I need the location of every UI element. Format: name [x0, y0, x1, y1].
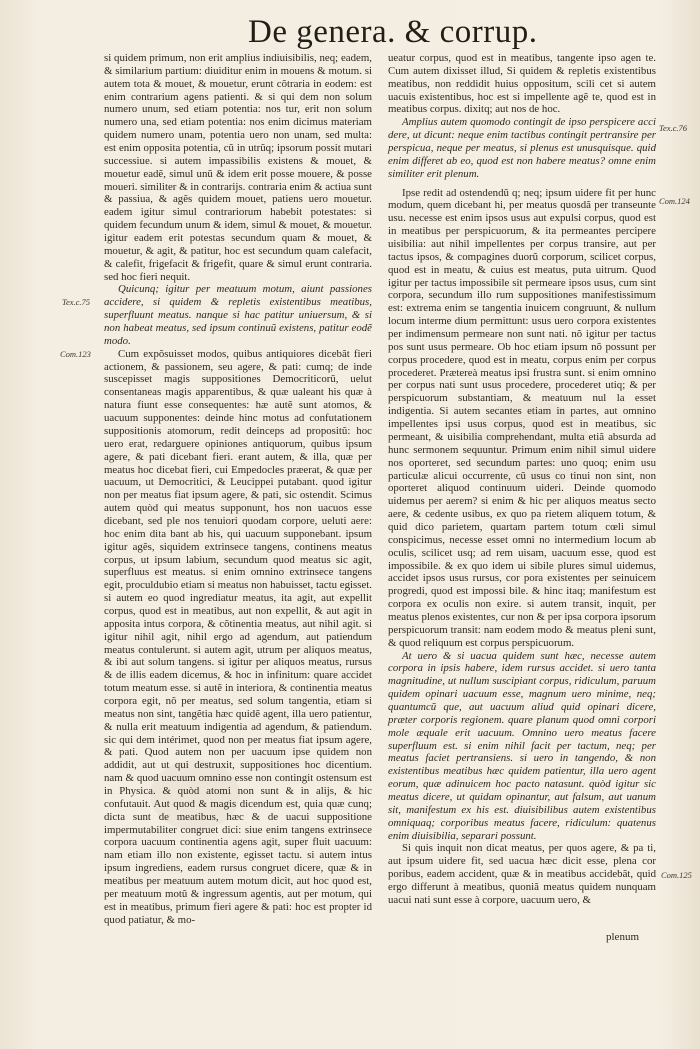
right-text-column: [388, 52, 656, 907]
margin-note-tex76: Tex.c.76: [659, 123, 688, 133]
margin-note-tex75: Tex.c.75: [62, 297, 91, 307]
commentary-paragraph: Ipse redit ad ostendendũ q; neq; ipsum uidere fit per hunc modum, quem dicebant hi, per meatus quosdã per transeunte usu. necesse est enim ipsos usus aut expulsi corpus, quod est in meatibus per perspicuorum, & ita permeantes percipere uisibilia: aut nihil impellentes per corpus transire, aut per tactus ipsos, & compagines duorũ corporum, scilicet corpus, quod est in meatu, & cuius est meatus, puta uitrum. Quod igitur per tactus impossibile sit permeare ipsos usus, cum sint corpora, secundum illo rum suppositiones manifestissimum est: extrema enim se tangentia inuicem congruunt, & nullum locum interme dium permittunt: usus uero corpora existentes per indimensum permeare non sunt nati. nõ igitur per tactus pos sunt usus permeare. Ob hoc etiam ipsum nõ possunt per corpus procedere, quod est in meatu, corpus enim per corpus procederet. Prætereà meatus ipsi frustra sunt. si enim omnino per corpus nati sunt usus procedere, procederet utiq; & per perspicuorum substantiam, & meatuum nul la esset indigentia. Si autem secantes etiam in partes, aut omnino impellentes ipsi usus corpus, quod est in meatibus, sic permeant, & uisibilia comprehendant, multa etiã absurda ad hunc sermonem sequuntur. Primum enim nihil simul uidere nos oporteret, sed secundum partes: uno quoq; enim usu particulæ alicui occurrente, cũ usus co tinui non sint, non oporteret aliquod continuum uideri. Deinde quomodo uidemus per aerem? si enim & hic per aliquos meatus secto aere, & cedente usibus, ex quo pa rietem aliquem totum, & quid dico parietem, quartam partem totum cœli simul conspicimus, necesse esset omni no intermedium locum ab oculis, scilicet usq; ad rem uisam, uacuum esse, quod est impossibile. & ex quo idem ui sibile plures simul uidemus, accidet ipsos usus rursus, cor pora existentes per seinuicem progredi, quod est impossi bile. & hinc itaq; manifestum est corpora ex oculis non exire. si autem transit, inquit, per meatus plenos existentes, cur non & per ipsa corpora ipsorum perspicuorum transit: nam eodem modo & meatus pleni sunt, & quod reliquum est corpus perspicuorum.: [388, 186, 656, 649]
commentary-paragraph: Cum expõsuisset modos, quibus antiquiores dicebãt fieri actionem, & passionem, seu agere, & pati: cumq; de inde suscepisset magis suppositiones Democriticorũ, uelut consentaneas magis apparentibus, & quæ ualeant his quæ à natura fiunt esse consequentes: hæ autẽ sunt atomos, & uacuum supponentes: deinde hinc motus ad confutationem suppositionis atomorum, redit deinceps ad propositũ: hoc uero erat, redarguere opiniones antiquorum, quibus ipsum agere, & pati dicebant fieri. erant autem, & illa, quæ per meatus hoc dicebat fieri, cui Empedocles præerat, & quæ per uacuum, ut Democritici, & Leucippei putabant. quod igitur non per meatus fiat ipsum agere, & pati, sic ostendit. Scimus autem quòd qui meatus supponunt, hos non uacuos esse dicebant, sed ple nos tenuiori quodam corpore, ueluti aere: hoc enim dita bant ab his, qui uacuum supponebant. ipsum igitur agẽs, siquidem extrinsece tangens, continens meatus corpus, ut ipsum labium, secundum quod meatus sic agit, superfluus est meatus. si enim omnino extrinsece tangens egit, proculdubio etiam si meatus non habuisset, tactu egisset. si autem eo quod ingrediatur meatus, ita agit, aut expellit corpus, quod est in meatibus, aut non expellit, & aut agit in apposita intus corpora, & cõtinentia meatus, aut nihil agit. si igitur nihil agit, nihil ergo ad agendum, aut patiendum meatus contulerunt. si autem agit, utrum per aliquos meatus, & ibi aut solum tangens. si igitur per aliquos meatus, rursus & de illis eadem dicemus, & hoc in infinitum: quare accidet totum meatum esse. si autẽ in interiora, & continentia meatus corpora egit, nõ per meatus, sed solum tangentia, etiam si meatus non sint, tangẽtia hæc quidẽ agent, illa uero patientur, & nulla erit meatuum indigentia ad agendum, & patiendum. sic qui dem intérimet, quod non per meatus fiat ipsum agere, & pati. Quod autem non per uacuum ipse quidem non addidit, aut ut qui destruxit, suppositiones hoc dicentium. nam & quod uacuum omnino esse non contingit ostensum est in Physica. & quòd atomi non sunt & in alijs, & hic confutauit. Aut quod & magis dicendum est, quia quæ cunq; dicta sunt de meatibus, hæc & de uacui suppositione impermutabiliter congruet dici: siue enim tangens extrinsece corpora uacuum continentia agens agit, super fluit uacuum: nam etiam illo non existente, egisset tactu. si autem intus ipsum ingrediens, eadem rursus congruet dicere, quæ & in meatibus per meatuum autem motum dicit, aut hoc quod est, per meatuum motũ & ingressum agentis, aut per motum, qui est in meatibus, primum fieri agere & pati: hoc est propter id quod patiatur, & mo-: [104, 347, 372, 926]
aristotle-quotation: At uero & si uacua quidem sunt hæc, necesse autem corpora in ipsis habere, idem rursus accidet. si uero tanta magnitudine, ut nullum suscipiant corpus, ridiculum, paruum quidem opinari uacuum esse, magnum uero minime, neq; quantumcũ que, aut uacuum aliud quid opinari dicere, præter corporis regionem. quare planum quod omni corpori mole æquale erit uacuum. Omnino uero meatus facere superfluum est. si enim nihil facit per tactum, neq; per meatus faciet pertransiens. si uero in tangendo, & non existentibus meatibus hæc quidem patientur, illa uero agent eorum, quæ adinuicem hoc pacto natasunt. quòd igitur sic meatus dicere, ut quidam opinantur, aut falsum, aut uanum sit, manifestum ex his est. diuisibilibus autem existentibus omniquaq; corporibus meatus facere, ridiculum: quatenus enim diuisibilia, separari possunt.: [388, 649, 656, 842]
catchword: plenum: [606, 931, 639, 943]
margin-note-com125: Com.125: [661, 870, 692, 880]
margin-note-com124: Com.124: [659, 196, 690, 206]
aristotle-quotation: Amplius autem quomodo contingit de ipso perspicere acci dere, ut dicunt: neque enim tactibus contingit pertransire per perspicua, neque per meatus, si plenus est unusquisque. quid enim differet ab eo, quod est non habere meatus? omne enim similiter erit plenum.: [388, 116, 656, 180]
aristotle-quotation: Quicunq; igitur per meatuum motum, aiunt passiones accidere, si quidem & repletis existentibus meatibus, superfluunt meatus. nanque si hac patitur uniuersum, & si non habeat meatus, sed ipsum continuũ existens, patitur eodẽ modo.: [104, 283, 372, 347]
paragraph: si quidem primum, non erit amplius indiuisibilis, neq; eadem, & similarium partium: diuiditur enim in mouens & motum. si autem tota & mouet, & mouetur, erunt cõtraria in eodem: est enim contrarium agens patienti. & si qui dem non solum numero unum, sed etiam potentia: nos tur, erit non solum numero una, sed etiam potentia: nos enim dicimus materiam quidem numero unam, potentia uero non unam, sed multa: est enim opposita potentia, cũ in utrũq; ipsorum possit mutari successiue. si autem impassibilis existens & mouet, & mouetur eadẽ, simul unũ & idem erit posse mouere, & posse moueri. similiter & in contrarijs. contraria enim & actiua sunt & passiua, & agẽs quidem mouet, patiens uero mouetur. eadem igitur simul contrariorum habebit potestates: si quidem fecundum unum & idem, simul & mouet, & mouetur. igitur eadem erit potestas secundum quam & mouet, & mouetur, & agit, & patitur, hoc est secundum quam calefacit, & calefit, frigefacit & frigefit, quare & simul erunt contraria. sed hoc fieri nequit.: [104, 52, 372, 283]
paragraph: ueatur corpus, quod est in meatibus, tangente ipso agen te. Cum autem dixisset illud, Si quidem & repletis existentibus meatibus, non reddidit huius oppositum, scili cet si autem uacuis existentibus, hoc est si impellente agẽ te, quod est in meatibus corpus. dixitq; aut nos de hoc.: [388, 52, 656, 116]
running-header: De genera. & corrup.: [248, 14, 538, 50]
margin-note-com123: Com.123: [60, 349, 91, 359]
commentary-paragraph: Si quis inquit non dicat meatus, per quos agere, & pa ti, aut ipsum uidere fit, sed uacua hæc dicit esse, plena cor poribus, eadem accident, quæ & in meatibus accidebãt, quid ergo differunt à meatibus, quoniã meatus quidem nunquam uacui nati sunt esse à corpore, uacuum uero, &: [388, 842, 656, 906]
left-text-column: [104, 52, 372, 926]
